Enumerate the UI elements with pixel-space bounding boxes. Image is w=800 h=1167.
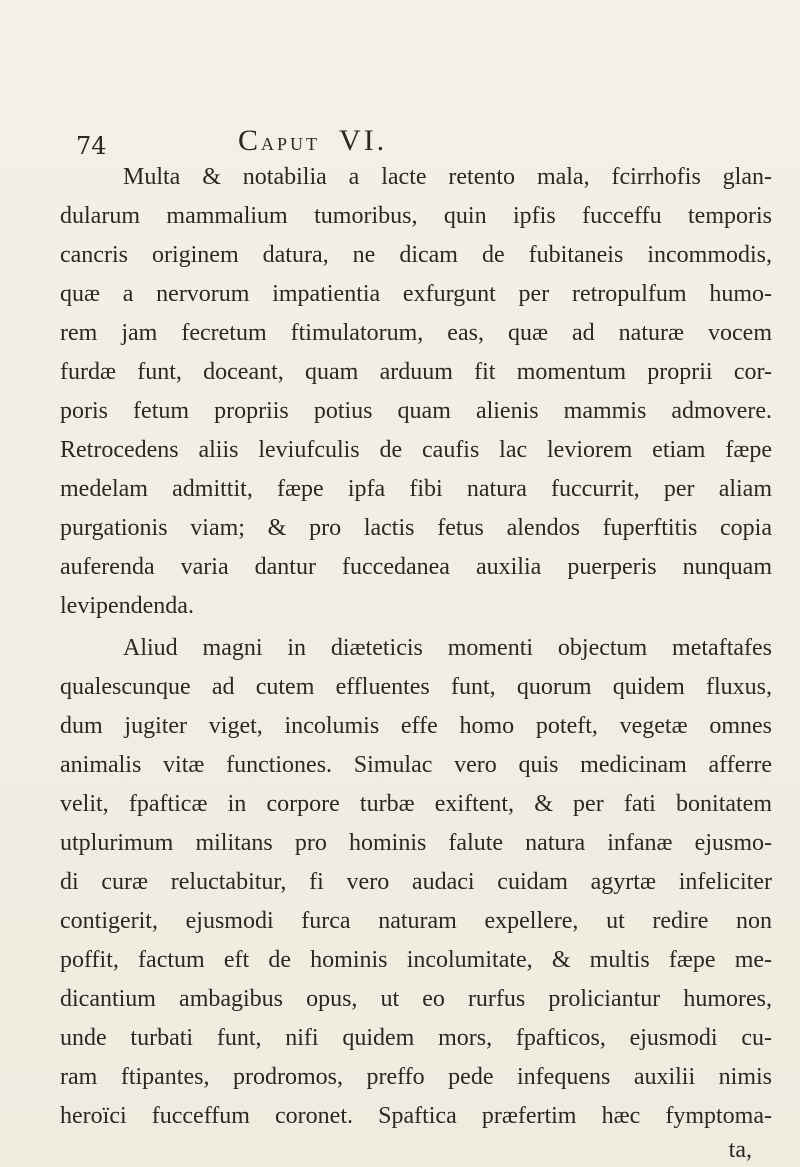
text-line: qualescunque ad cutem effluentes funt, quorum quidem fluxus, bbox=[60, 674, 772, 700]
text-line: ram ftipantes, prodromos, preffo pede infequens auxilii nimis bbox=[60, 1064, 772, 1090]
text-line: cancris originem datura, ne dicam de fubitaneis incommodis, bbox=[60, 242, 772, 268]
text-line: Aliud magni in diæteticis momenti objectum metaftafes bbox=[123, 635, 772, 661]
text-line: auferenda varia dantur fuccedanea auxilia puerperis nunquam bbox=[60, 554, 772, 580]
text-line: quæ a nervorum impatientia exfurgunt per retropulfum humo- bbox=[60, 281, 772, 307]
text-line: dularum mammalium tumoribus, quin ipfis fucceffu temporis bbox=[60, 203, 772, 229]
text-line: unde turbati funt, nifi quidem mors, fpafticos, ejusmodi cu- bbox=[60, 1025, 772, 1051]
text-line: velit, fpafticæ in corpore turbæ exiftent, & per fati bonitatem bbox=[60, 791, 772, 817]
text-line: levipendenda. bbox=[60, 593, 194, 619]
text-line: Retrocedens aliis leviufculis de caufis lac leviorem etiam fæpe bbox=[60, 437, 772, 463]
text-line: animalis vitæ functiones. Simulac vero quis medicinam afferre bbox=[60, 752, 772, 778]
text-line: poris fetum propriis potius quam alienis mammis admovere. bbox=[60, 398, 772, 424]
text-line: purgationis viam; & pro lactis fetus alendos fuperftitis copia bbox=[60, 515, 772, 541]
text-line: Multa & notabilia a lacte retento mala, fcirrhofis glan- bbox=[123, 164, 772, 190]
text-line: dum jugiter viget, incolumis effe homo poteft, vegetæ omnes bbox=[60, 713, 772, 739]
running-head-numeral: VI. bbox=[339, 124, 388, 157]
catchword: ta, bbox=[728, 1137, 752, 1163]
text-line: contigerit, ejusmodi furca naturam expellere, ut redire non bbox=[60, 908, 772, 934]
page-number: 74 bbox=[76, 132, 107, 160]
text-line: rem jam fecretum ftimulatorum, eas, quæ ad naturæ vocem bbox=[60, 320, 772, 346]
running-head-initial: C bbox=[238, 124, 262, 157]
text-line: poffit, factum eft de hominis incolumitate, & multis fæpe me- bbox=[60, 947, 772, 973]
text-line: di curæ reluctabitur, fi vero audaci cuidam agyrtæ infeliciter bbox=[60, 869, 772, 895]
running-head-word: aput bbox=[261, 127, 321, 156]
text-line: utplurimum militans pro hominis falute natura infanæ ejusmo- bbox=[60, 830, 772, 856]
text-line: furdæ funt, doceant, quam arduum fit momentum proprii cor- bbox=[60, 359, 772, 385]
text-line: medelam admittit, fæpe ipfa fibi natura fuccurrit, per aliam bbox=[60, 476, 772, 502]
text-line: heroïci fucceffum coronet. Spaftica præfertim hæc fymptoma- bbox=[60, 1103, 772, 1129]
text-line: dicantium ambagibus opus, ut eo rurfus proliciantur humores, bbox=[60, 986, 772, 1012]
